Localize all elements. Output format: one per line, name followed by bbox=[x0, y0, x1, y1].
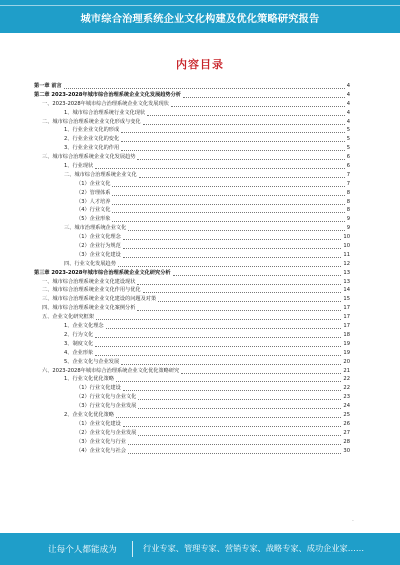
toc-entry-text: 2、行业企业文化的变化 bbox=[64, 136, 120, 143]
toc-entry-text: （3）企业文化建设 bbox=[76, 251, 121, 258]
toc-entry-text: （1）行业文化建设 bbox=[76, 385, 121, 392]
toc-entry[interactable] bbox=[34, 162, 350, 171]
toc-leader-dots bbox=[138, 429, 341, 436]
footer-divider bbox=[132, 541, 133, 557]
toc-entry-text: 五、企业文化研究框架 bbox=[42, 314, 94, 321]
toc-entry-page: 12 bbox=[343, 260, 350, 267]
toc-entry-text: （2）企业行为规范 bbox=[76, 243, 121, 250]
toc-entry-text: 二、城市综合治理系统企业文化作用与优化 bbox=[42, 287, 141, 294]
toc-entry-text: （1）企业文化理念 bbox=[76, 234, 121, 241]
toc-entry-text: （4）行业文化 bbox=[76, 207, 111, 214]
toc-entry-page: 4 bbox=[346, 118, 350, 125]
toc-leader-dots bbox=[128, 447, 341, 454]
toc-entry-page: 4 bbox=[346, 109, 350, 116]
toc-entry-page: 22 bbox=[343, 385, 350, 392]
toc-entry-text: 5、企业文化与企业发展 bbox=[64, 358, 120, 365]
toc-entry[interactable] bbox=[34, 286, 350, 295]
toc-leader-dots bbox=[96, 313, 342, 320]
toc-leader-dots bbox=[143, 118, 345, 125]
footer-tagline: 行业专家、管理专家、营销专家、战略专家、成功企业家…… bbox=[143, 543, 365, 553]
toc-leader-dots bbox=[158, 295, 341, 302]
toc-entry[interactable] bbox=[34, 349, 350, 358]
toc-entry[interactable] bbox=[34, 402, 350, 411]
toc-entry-page: 21 bbox=[343, 367, 350, 374]
toc-entry-page: 9 bbox=[346, 225, 350, 232]
toc-leader-dots bbox=[138, 393, 341, 400]
toc-entry[interactable] bbox=[34, 135, 350, 144]
toc-leader-dots bbox=[106, 322, 342, 329]
toc-entry[interactable] bbox=[34, 180, 350, 189]
toc-entry-text: （2）企业文化与企业发展 bbox=[76, 429, 137, 436]
toc-entry-page: 14 bbox=[343, 287, 350, 294]
toc-entry[interactable] bbox=[34, 278, 350, 287]
toc-entry[interactable] bbox=[34, 206, 350, 215]
toc-leader-dots bbox=[112, 189, 344, 196]
toc-leader-dots bbox=[128, 438, 341, 445]
report-title: 城市综合治理系统企业文化构建及优化策略研究报告 bbox=[80, 14, 320, 25]
toc-entry[interactable] bbox=[34, 447, 350, 456]
toc-entry[interactable] bbox=[34, 109, 350, 118]
toc-leader-dots bbox=[112, 198, 344, 205]
toc-entry[interactable] bbox=[34, 198, 350, 207]
toc-entry[interactable] bbox=[34, 411, 350, 420]
toc-entry[interactable] bbox=[34, 393, 350, 402]
toc-entry-page: 4 bbox=[346, 91, 350, 98]
toc-entry-page: 11 bbox=[343, 251, 350, 258]
toc-entry[interactable] bbox=[34, 233, 350, 242]
toc-entry-text: （3）行业文化与企业发展 bbox=[76, 403, 137, 410]
toc-leader-dots bbox=[183, 91, 345, 98]
toc-leader-dots bbox=[116, 375, 341, 382]
toc-leader-dots bbox=[123, 233, 342, 240]
toc-leader-dots bbox=[112, 180, 344, 187]
toc-entry-text: （2）管理体系 bbox=[76, 189, 111, 196]
toc-leader-dots bbox=[123, 251, 342, 258]
toc-entry-page: 6 bbox=[346, 163, 350, 170]
toc-entry-text: 二、城市综合治理系统企业文化 bbox=[64, 171, 137, 178]
page-header bbox=[0, 0, 400, 33]
toc-entry[interactable] bbox=[34, 340, 350, 349]
toc-entry-text: 一、城市综合治理系统企业文化建设现状 bbox=[42, 278, 136, 285]
toc-entry[interactable] bbox=[34, 215, 350, 224]
toc-entry-text: （3）人才培养 bbox=[76, 198, 111, 205]
toc-entry-text: 第二章 2023-2028年城市综合治理系统企业文化发展趋势分析 bbox=[34, 91, 181, 98]
toc-leader-dots bbox=[139, 171, 345, 178]
toc-leader-dots bbox=[147, 109, 345, 116]
toc-entry-page: 10 bbox=[343, 234, 350, 241]
toc-leader-dots bbox=[173, 269, 342, 276]
toc-entry-page: 13 bbox=[343, 278, 350, 285]
toc-leader-dots bbox=[137, 278, 341, 285]
toc-leader-dots bbox=[121, 126, 345, 133]
toc-entry-page: 7 bbox=[346, 171, 350, 178]
toc-leader-dots bbox=[137, 153, 344, 160]
toc-leader-dots bbox=[64, 82, 345, 89]
toc-entry[interactable] bbox=[34, 260, 350, 269]
toc-entry-page: 19 bbox=[343, 340, 350, 347]
toc-entry-text: 第一章 前言 bbox=[34, 83, 62, 89]
toc-entry-page: 7 bbox=[346, 180, 350, 187]
toc-entry[interactable] bbox=[34, 251, 350, 260]
toc-entry-page: 17 bbox=[343, 323, 350, 330]
toc-entry-text: 3、制度文化 bbox=[64, 340, 94, 347]
toc-entry[interactable] bbox=[34, 313, 350, 322]
toc-entry-text: 1、企业文化理念 bbox=[64, 323, 104, 330]
header-divider bbox=[0, 5, 400, 6]
toc-entry[interactable] bbox=[34, 189, 350, 198]
toc-leader-dots bbox=[121, 135, 345, 142]
toc-leader-dots bbox=[123, 420, 342, 427]
toc-entry[interactable] bbox=[34, 91, 350, 100]
toc-entry-page: 26 bbox=[343, 420, 350, 427]
toc-entry-text: （5）企业形象 bbox=[76, 216, 111, 223]
toc-entry-text: 1、行业文化优化策略 bbox=[64, 376, 114, 383]
toc-entry[interactable] bbox=[34, 429, 350, 438]
toc-entry[interactable] bbox=[34, 269, 350, 278]
toc-leader-dots bbox=[171, 100, 345, 107]
toc-entry[interactable] bbox=[34, 242, 350, 251]
toc-entry-page: 5 bbox=[346, 145, 350, 152]
table-of-contents bbox=[34, 82, 350, 455]
toc-entry-page: 25 bbox=[343, 411, 350, 418]
toc-entry-text: （1）企业文化建设 bbox=[76, 420, 121, 427]
toc-entry-page: 4 bbox=[346, 100, 350, 107]
toc-leader-dots bbox=[95, 331, 341, 338]
toc-leader-dots bbox=[121, 358, 341, 365]
toc-entry-text: 一、2023-2028年城市综合治理系统企业文化发展现状 bbox=[42, 100, 169, 107]
toc-entry-text: 三、城市治理系统企业文化 bbox=[64, 225, 127, 232]
toc-leader-dots bbox=[112, 215, 344, 222]
toc-entry-text: 2、企业文化优化策略 bbox=[64, 411, 114, 418]
toc-entry-text: （4）企业文化与社会 bbox=[76, 447, 126, 454]
toc-entry-text: （3）企业文化与行业 bbox=[76, 438, 126, 445]
toc-leader-dots bbox=[123, 242, 342, 249]
toc-entry-page: 22 bbox=[343, 376, 350, 383]
toc-entry[interactable] bbox=[34, 153, 350, 162]
toc-entry-page: 17 bbox=[343, 305, 350, 312]
toc-entry-text: 四、城市综合治理系统企业文化案例分析 bbox=[42, 305, 136, 312]
toc-entry-text: 1、城市综合治理系统行业文化现状 bbox=[64, 109, 146, 116]
toc-entry-text: 2、行为文化 bbox=[64, 331, 94, 338]
toc-entry[interactable] bbox=[34, 171, 350, 180]
toc-entry-page: 30 bbox=[343, 447, 350, 454]
toc-entry[interactable] bbox=[34, 100, 350, 109]
toc-entry[interactable] bbox=[34, 331, 350, 340]
toc-entry-text: （2）行业文化与企业文化 bbox=[76, 394, 137, 401]
toc-leader-dots bbox=[128, 224, 344, 231]
toc-entry-page: 27 bbox=[343, 429, 350, 436]
toc-entry-page: 15 bbox=[343, 296, 350, 303]
toc-entry-text: 4、企业形象 bbox=[64, 349, 94, 356]
toc-entry-page: 17 bbox=[343, 314, 350, 321]
toc-leader-dots bbox=[123, 384, 342, 391]
toc-entry-text: 3、行业企业文化的作用 bbox=[64, 145, 120, 152]
toc-entry-text: 三、城市综合治理系统企业文化建设的问题及对策 bbox=[42, 296, 157, 303]
toc-entry-text: 1、行业企业文化的形成 bbox=[64, 127, 120, 134]
toc-entry-page: 5 bbox=[346, 127, 350, 134]
toc-entry-text: 第三章 2023-2028年城市综合治理系统企业文化研究分析 bbox=[34, 269, 171, 276]
toc-entry-page: 6 bbox=[346, 154, 350, 161]
toc-leader-dots bbox=[137, 304, 341, 311]
toc-entry[interactable] bbox=[34, 144, 350, 153]
toc-entry-text: 六、2023-2028年城市综合治理系统企业文化优化策略研究 bbox=[42, 367, 180, 374]
toc-entry-page: 23 bbox=[343, 394, 350, 401]
toc-leader-dots bbox=[143, 286, 342, 293]
toc-entry[interactable] bbox=[34, 384, 350, 393]
toc-entry-page: 13 bbox=[343, 269, 350, 276]
toc-entry-page: 18 bbox=[343, 331, 350, 338]
toc-entry[interactable] bbox=[34, 126, 350, 135]
toc-entry[interactable] bbox=[34, 118, 350, 127]
toc-entry-page: 8 bbox=[346, 198, 350, 205]
toc-entry-text: 四、行业文化发展趋势 bbox=[64, 260, 116, 267]
toc-entry-text: 二、城市综合治理系统企业文化形成与变化 bbox=[42, 118, 141, 125]
toc-leader-dots bbox=[138, 402, 341, 409]
toc-title: 内容目录 bbox=[176, 58, 224, 71]
page-footer bbox=[0, 533, 400, 565]
footer-slogan: 让每个人都能成为 bbox=[48, 545, 117, 555]
toc-entry-page: 24 bbox=[343, 403, 350, 410]
toc-entry-page: 8 bbox=[346, 207, 350, 214]
toc-entry-page: 9 bbox=[346, 216, 350, 223]
toc-entry-text: （1）企业文化 bbox=[76, 180, 111, 187]
toc-entry-page: 8 bbox=[346, 189, 350, 196]
toc-entry[interactable] bbox=[34, 322, 350, 331]
toc-entry[interactable] bbox=[34, 82, 350, 91]
toc-entry[interactable] bbox=[34, 420, 350, 429]
toc-leader-dots bbox=[121, 144, 345, 151]
toc-entry-text: 三、城市综合治理系统企业文化发展趋势 bbox=[42, 154, 136, 161]
toc-entry[interactable] bbox=[34, 375, 350, 384]
toc-entry-page: 4 bbox=[346, 83, 350, 89]
toc-entry[interactable] bbox=[34, 438, 350, 447]
toc-leader-dots bbox=[181, 367, 341, 374]
toc-entry-page: 5 bbox=[346, 136, 350, 143]
toc-leader-dots bbox=[95, 340, 341, 347]
toc-leader-dots bbox=[95, 349, 341, 356]
toc-leader-dots bbox=[116, 411, 341, 418]
toc-entry[interactable] bbox=[34, 358, 350, 367]
toc-entry[interactable] bbox=[34, 367, 350, 376]
toc-entry[interactable] bbox=[34, 295, 350, 304]
toc-entry-page: 20 bbox=[343, 358, 350, 365]
toc-entry-text: 1、行业现状 bbox=[64, 163, 94, 170]
toc-entry-page: 28 bbox=[343, 438, 350, 445]
toc-leader-dots bbox=[95, 162, 344, 169]
page-mark: · bbox=[352, 518, 354, 525]
toc-leader-dots bbox=[118, 260, 342, 267]
toc-entry[interactable] bbox=[34, 304, 350, 313]
toc-entry-page: 19 bbox=[343, 349, 350, 356]
toc-leader-dots bbox=[112, 206, 344, 213]
toc-entry[interactable] bbox=[34, 224, 350, 233]
toc-entry-page: 10 bbox=[343, 243, 350, 250]
